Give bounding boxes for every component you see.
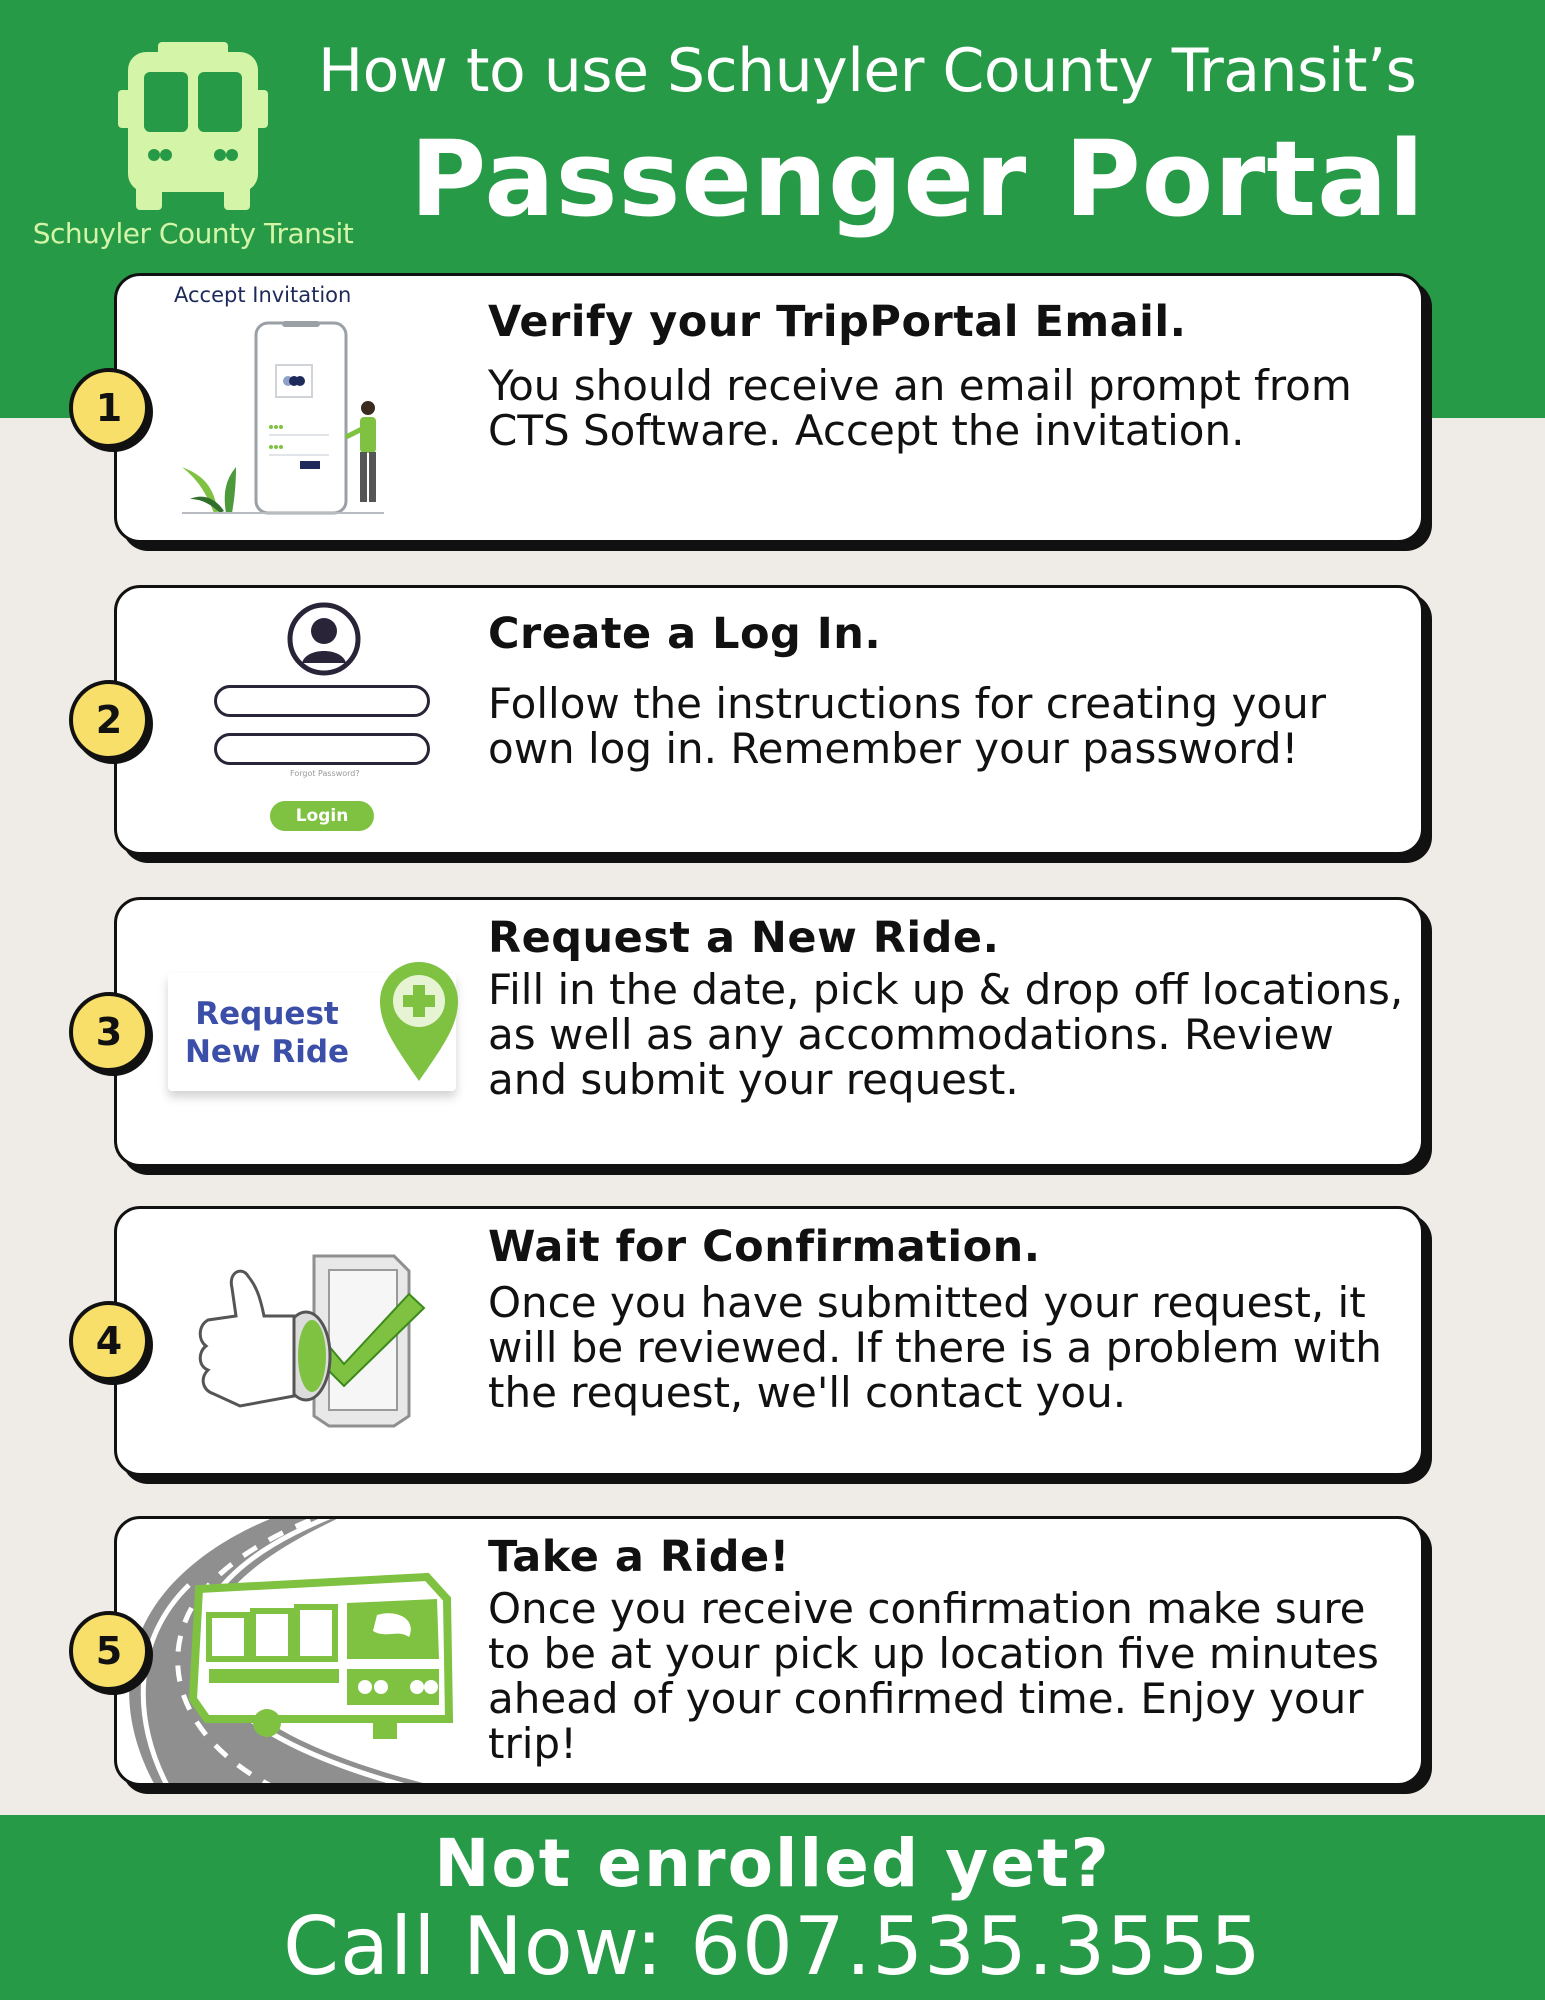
- bus-road-icon: [117, 1519, 537, 1786]
- step-number-badge: 3: [69, 992, 149, 1072]
- thumbs-up-check-icon: [194, 1246, 444, 1446]
- forgot-password-link[interactable]: Forgot Password?: [290, 769, 360, 778]
- step-2-card: [95, 585, 1424, 855]
- step-5-card: [95, 1516, 1424, 1786]
- step-number-badge: 1: [69, 368, 149, 448]
- step-2-body: Follow the instructions for creating your own log in. Remember your password!: [488, 679, 1326, 773]
- request-new-ride-illustration: [168, 955, 464, 1105]
- bus-front-icon: [118, 42, 268, 212]
- logo-text: Schuyler County Transit: [32, 217, 354, 250]
- step-number-badge: 4: [69, 1301, 149, 1381]
- login-button[interactable]: Login: [270, 801, 374, 831]
- not-enrolled-heading: Not enrolled yet?: [434, 1825, 1111, 1902]
- bus-icon: [193, 1577, 449, 1739]
- logo: [28, 42, 358, 262]
- login-illustration: [214, 599, 434, 844]
- accept-invitation-label: Accept Invitation: [174, 283, 352, 307]
- step-5-title: Take a Ride!: [488, 1532, 790, 1582]
- step-1-title: Verify your TripPortal Email.: [488, 297, 1187, 347]
- step-4-title: Wait for Confirmation.: [488, 1222, 1041, 1272]
- user-avatar-icon: [284, 599, 364, 679]
- call-now-phone[interactable]: Call Now: 607.535.3555: [283, 1900, 1262, 1993]
- map-pin-plus-icon: [374, 955, 464, 1085]
- step-number-badge: 2: [69, 680, 149, 760]
- new-ride-label: New Ride: [184, 1034, 350, 1070]
- page-subtitle: How to use Schuyler County Transit’s: [318, 36, 1417, 106]
- step-4-body: Once you have submitted your request, it will be reviewed. If there is a problem with the request, we'll contact you.: [488, 1278, 1382, 1417]
- step-3-title: Request a New Ride.: [488, 913, 1000, 963]
- step-3-card: [95, 897, 1424, 1167]
- page-title: Passenger Portal: [410, 118, 1425, 240]
- step-3-body: Fill in the date, pick up & drop off locations, as well as any accommodations. Review and submit your request.: [488, 965, 1404, 1104]
- username-field[interactable]: [214, 685, 430, 717]
- step-5-body: Once you receive confirmation make sure to be at your pick up location five minutes ahead of your confirmed time. Enjoy your trip!: [488, 1584, 1379, 1768]
- step-2-title: Create a Log In.: [488, 609, 882, 659]
- step-1-body: You should receive an email prompt from CTS Software. Accept the invitation.: [488, 361, 1352, 455]
- password-field[interactable]: [214, 733, 430, 765]
- step-1-card: [95, 273, 1424, 543]
- step-number-badge: 5: [69, 1611, 149, 1691]
- phone-invitation-icon: [174, 317, 424, 537]
- step-4-card: [95, 1206, 1424, 1476]
- phone-invitation-illustration: [174, 281, 424, 536]
- request-label: Request: [195, 996, 339, 1032]
